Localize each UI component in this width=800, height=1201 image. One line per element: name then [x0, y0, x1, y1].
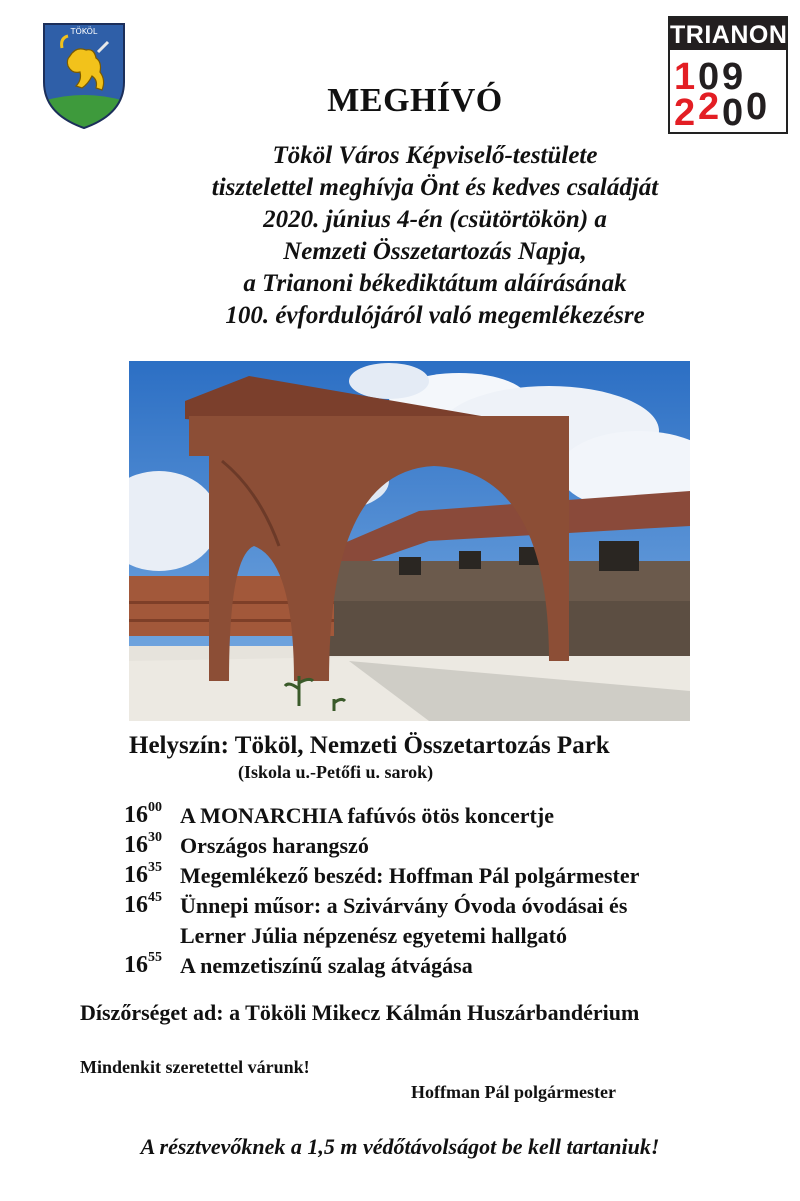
- program-time: $16^{45}$: [124, 890, 162, 918]
- program-time: $16^{55}$: [124, 950, 162, 978]
- invitation-text: [0, 140, 800, 332]
- program-text: Országos harangszó: [180, 833, 369, 858]
- program-text: A nemzetiszínű szalag átvágása: [180, 953, 473, 978]
- program-time: $16^{30}$: [124, 830, 162, 858]
- honor-guard: Díszőrséget ad: a Tököli Mikecz Kálmán Huszárbandérium: [80, 1000, 640, 1025]
- badge-word: TRIANON: [670, 18, 786, 50]
- program-item: [124, 860, 774, 890]
- program-item-continuation: [124, 920, 774, 950]
- badge-digit: 0: [746, 86, 768, 128]
- badge-digit: 9: [722, 56, 744, 98]
- program-item: [124, 890, 774, 920]
- program-time: $16^{00}$: [124, 800, 162, 828]
- program-text: Megemlékező beszéd: Hoffman Pál polgármester: [180, 863, 640, 888]
- svg-text:TÖKÖL: TÖKÖL: [70, 27, 98, 36]
- distance-notice: A résztvevőknek a 1,5 m védőtávolságot be kell tartaniuk!: [140, 1134, 660, 1159]
- memorial-gate-photo: [129, 361, 690, 721]
- event-location: Helyszín: Tököl, Nemzeti Összetartozás Park: [129, 732, 610, 759]
- invitation-line: a Trianoni békediktátum aláírásának: [243, 270, 627, 297]
- invitation-line: 2020. június 4-én (csütörtökön) a: [263, 206, 607, 233]
- program-item: [124, 800, 774, 830]
- program-text: A MONARCHIA fafúvós ötös koncertje: [180, 803, 554, 828]
- program-text: Lerner Júlia népzenész egyetemi hallgató: [180, 923, 567, 948]
- invitation-line: Nemzeti Összetartozás Napja,: [283, 238, 587, 265]
- program-item: [124, 830, 774, 860]
- badge-digit: 2: [674, 92, 696, 134]
- page-title: MEGHÍVÓ: [327, 82, 503, 119]
- invitation-line: Tököl Város Képviselő-testülete: [272, 142, 598, 169]
- invitation-line: 100. évfordulójáról való megemlékezésre: [225, 302, 645, 329]
- signature: Hoffman Pál polgármester: [411, 1082, 616, 1102]
- badge-digit: 0: [722, 92, 744, 134]
- badge-digit: 1: [674, 56, 696, 98]
- program-list: [124, 800, 774, 980]
- event-address: (Iskola u.-Petőfi u. sarok): [238, 762, 434, 782]
- badge-digit: 0: [698, 56, 720, 98]
- program-item: [124, 950, 774, 980]
- invitation-line: tisztelettel meghívja Önt és kedves családját: [211, 174, 659, 201]
- badge-digit: 2: [698, 86, 720, 128]
- welcome-text: Mindenkit szeretettel várunk!: [80, 1057, 310, 1077]
- program-time: $16^{35}$: [124, 860, 162, 888]
- program-text: Ünnepi műsor: a Szivárvány Óvoda óvodásai és: [180, 893, 628, 918]
